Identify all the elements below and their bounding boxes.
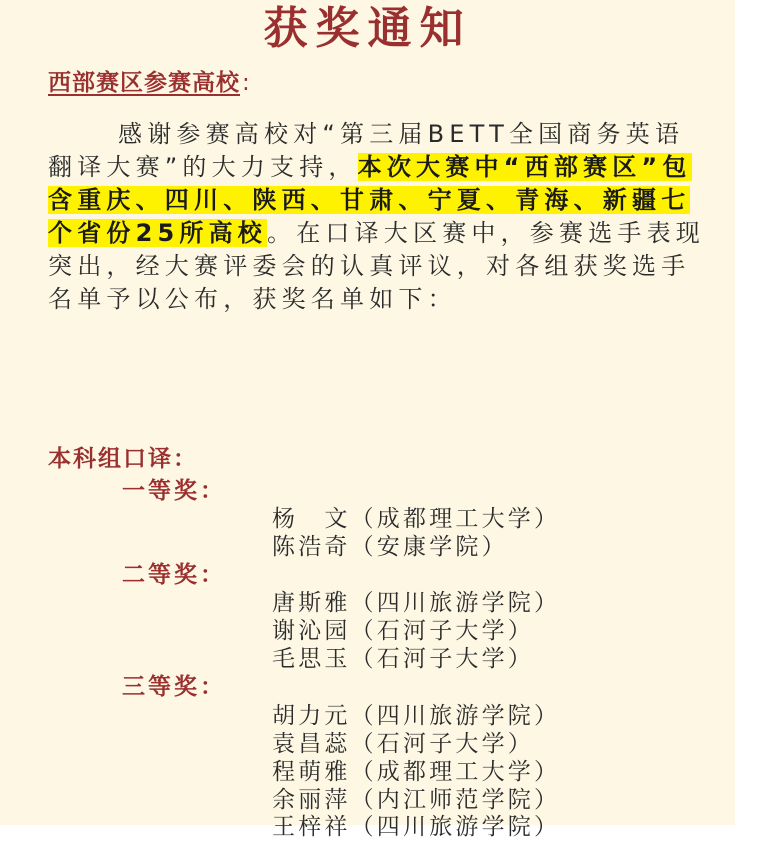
section-heading: 本科组口译： [48, 446, 198, 472]
winner-item: 陈浩奇（安康学院） [272, 534, 508, 560]
winner-item: 袁昌蕊（石河子大学） [272, 731, 534, 757]
winner-item: 胡力元（四川旅游学院） [272, 703, 561, 729]
intro-text-start: 感谢参赛高校对“第三届BETT全国商务英语翻译大赛”的大力支持， [48, 120, 685, 181]
prize-label-second: 二等奖： [122, 562, 226, 588]
winner-item: 唐斯雅（四川旅游学院） [272, 590, 561, 616]
prize-label-third: 三等奖： [122, 674, 226, 700]
winner-item: 谢沁园（石河子大学） [272, 618, 534, 644]
addressee-name: 西部赛区参赛高校 [48, 70, 240, 96]
page-title: 获奖通知 [263, 3, 472, 54]
addressee-colon: : [242, 70, 251, 96]
winner-item: 毛思玉（石河子大学） [272, 646, 534, 672]
intro-paragraph [48, 118, 708, 316]
prize-label-first: 一等奖： [122, 478, 226, 504]
winner-item: 程萌雅（成都理工大学） [272, 759, 561, 785]
winner-item: 余丽萍（内江师范学院） [272, 787, 561, 813]
winner-item: 杨 文（成都理工大学） [272, 506, 561, 532]
highlighted-text: 本次大赛中“西部赛区”包含重庆、四川、陕西、甘肃、宁夏、青海、新疆七个省份25所高校 [48, 153, 692, 247]
winner-item: 王梓祥（四川旅游学院） [272, 814, 561, 840]
addressee-line [48, 64, 251, 97]
intro-text-end: 。在口译大区赛中，参赛选手表现突出，经大赛评委会的认真评议，对各组获奖选手名单予以公布，获奖名单如下： [48, 219, 705, 313]
